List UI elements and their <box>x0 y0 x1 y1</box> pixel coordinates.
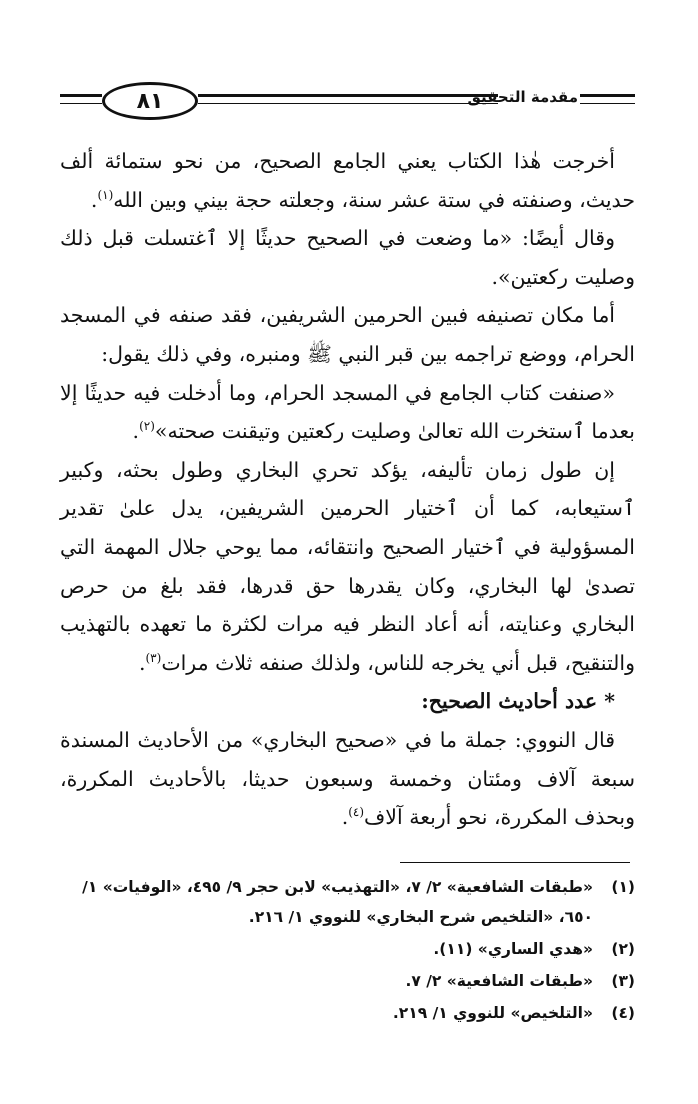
footnote-reference: (٢) <box>139 419 155 434</box>
footnote-number: (٣) <box>611 972 635 990</box>
main-text <box>60 142 635 837</box>
footnotes <box>60 872 635 1030</box>
paragraph-text: قال النووي: جملة ما في «صحيح البخاري» من الأحاديث المسندة سبعة آلاف ومئتان وخمسة وسبعون حديثا، بالأحاديث المكررة، وبحذف المكررة، نحو أربعة آلاف <box>60 727 635 830</box>
paragraph-end: . <box>132 419 140 444</box>
footnote <box>60 998 635 1028</box>
paragraph: أما مكان تصنيفه فبين الحرمين الشريفين، فقد صنفه في المسجد الحرام، ووضع تراجمه بين قبر النبي ﷺ ومنبره، وفي ذلك يقول: <box>60 303 635 366</box>
footnote-reference: (٣) <box>145 650 162 665</box>
footnote <box>60 966 635 996</box>
page-number: ٨١ <box>102 82 198 120</box>
paragraph-end: . <box>90 187 98 212</box>
footnote <box>60 872 635 932</box>
header-rule-middle <box>198 94 498 104</box>
footnote-reference: (١) <box>97 187 114 202</box>
footnote-number: (٤) <box>611 1004 635 1022</box>
section-heading: * عدد أحاديث الصحيح: <box>421 689 615 714</box>
paragraph-end: . <box>138 650 146 675</box>
footnote-number: (٢) <box>611 940 635 958</box>
quotation-text: «صنفت كتاب الجامع في المسجد الحرام، وما أدخلت فيه حديثًا إلا بعدما ٱستخرت الله تعالىٰ وصليت ركعتين وتيقنت صحته» <box>60 380 635 444</box>
paragraph-text: إن طول زمان تأليفه، يؤكد تحري البخاري وطول بحثه، وكبير ٱستيعابه، كما أن ٱختيار الحرمين الشريفين، يدل علىٰ تقدير المسؤولية في ٱختيار الصحيح وانتقائه، مما يوحي جلال المهمة التي تصدىٰ لها البخاري، وكان يقدرها حق قدرها، فقد بلغ من حرص البخاري وعنايته، أنه أعاد النظر فيه مرات لكثرة ما تعهده بالتهذيب والتنقيح، قبل أني يخرجه للناس، ولذلك صنفه ثلاث مرات <box>60 457 635 675</box>
paragraph <box>60 451 635 683</box>
footnote-text: «هدي الساري» (١١). <box>433 940 593 958</box>
footnote-text: «التلخيص» للنووي ١/ ٢١٩. <box>392 1004 593 1022</box>
paragraph-end: . <box>341 805 349 830</box>
footnote-number: (١) <box>611 878 635 896</box>
footnote-text: «طبقات الشافعية» ٢/ ٧، «التهذيب» لابن حجر ٩/ ٤٩٥، «الوفيات» ١/ ٦٥٠، «التلخيص شرح البخاري» للنووي ١/ ٢١٦. <box>82 878 593 926</box>
footnote-text: «طبقات الشافعية» ٢/ ٧. <box>405 972 593 990</box>
paragraph <box>60 142 635 219</box>
footnote-reference: (٤) <box>348 805 365 820</box>
header-rule-right <box>580 94 635 104</box>
header-rule-left <box>60 94 102 104</box>
running-header <box>60 82 635 122</box>
paragraph-text: أخرجت هٰذا الكتاب يعني الجامع الصحيح، من نحو ستمائة ألف حديث، وصنفته في ستة عشر سنة، وجعلته حجة بيني وبين الله <box>60 149 635 212</box>
quotation <box>60 374 635 451</box>
footnote-separator <box>400 862 630 863</box>
paragraph: وقال أيضًا: «ما وضعت في الصحيح حديثًا إلا ٱغتسلت قبل ذلك وصليت ركعتين». <box>60 226 635 289</box>
footnote <box>60 934 635 964</box>
running-title: مقدمة التحقيق <box>467 88 578 106</box>
paragraph <box>60 721 635 837</box>
